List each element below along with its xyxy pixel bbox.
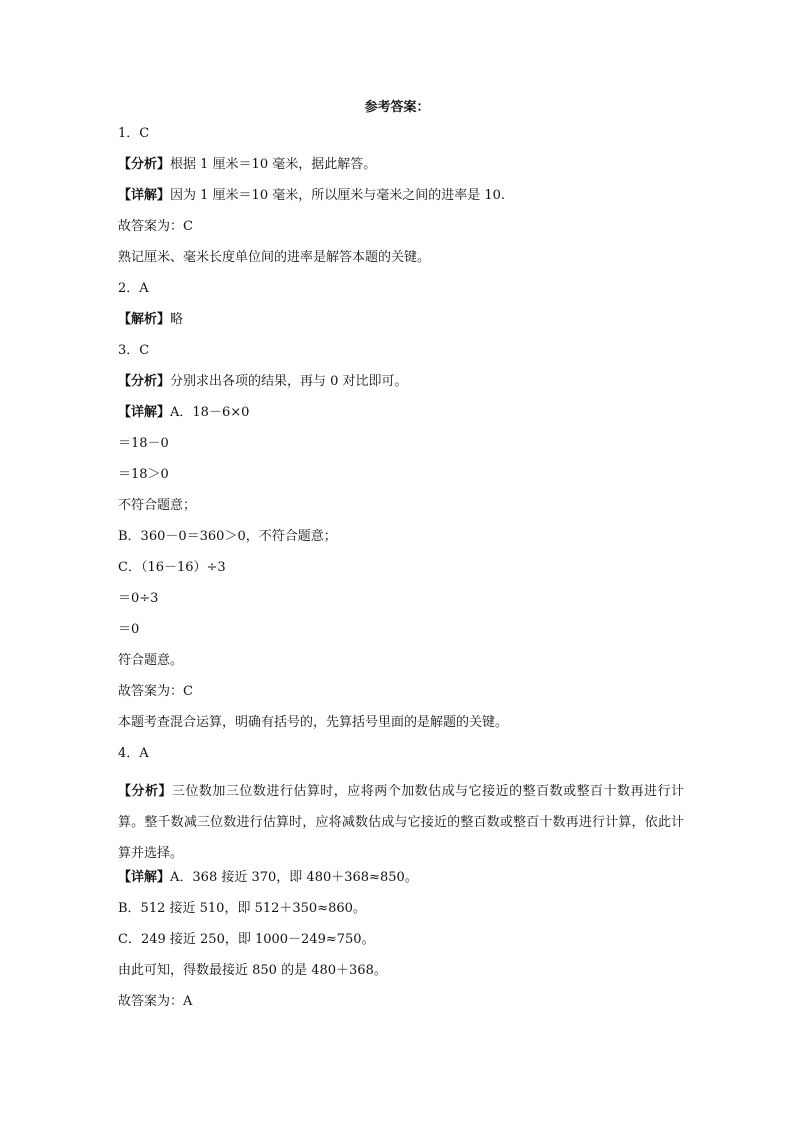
answer-line-13: 不符合题意； <box>118 498 197 513</box>
answer-content <box>118 125 684 1024</box>
answer-line-23: B．512 接近 510，即 512＋350≈860。 <box>118 901 366 916</box>
answer-line-25: 由此可知，得数最接近 850 的是 480＋368。 <box>118 963 387 978</box>
answer-line-5: 熟记厘米、毫米长度单位间的进率是解答本题的关键。 <box>118 250 431 265</box>
answer-line-15: C．（16－16）÷3 <box>118 560 226 575</box>
answer-line-2: 【分析】根据 1 厘米＝10 毫米，据此解答。 <box>118 157 377 172</box>
page-title: 参考答案： <box>364 100 430 115</box>
answer-line-1: 1．C <box>118 126 150 141</box>
answer-line-10: 【详解】A．18－6×0 <box>118 405 250 420</box>
answer-line-8: 3．C <box>118 343 150 358</box>
answer-line-20: 本题考查混合运算，明确有括号的，先算括号里面的是解题的关键。 <box>118 715 509 730</box>
section-tag: 【详解】 <box>118 870 171 885</box>
section-tag: 【分析】 <box>118 157 171 172</box>
section-tag: 【分析】 <box>118 374 171 389</box>
answer-line-12: ＝18＞0 <box>118 467 169 482</box>
section-tag: 【分析】 <box>118 784 172 799</box>
section-tag: 【详解】 <box>118 188 171 203</box>
answer-line-22: 【详解】A．368 接近 370，即 480＋368≈850。 <box>118 870 418 885</box>
analysis-paragraph: 【分析】三位数加三位数进行估算时，应将两个加数估成与它接近的整百数或整百十数再进行计算。整千数减三位数进行估算时，应将减数估成与它接近的整百数或整百十数再进行计算，依此计算并选择。 <box>118 784 684 861</box>
answer-line-21: 4．A <box>118 746 149 761</box>
answer-line-19: 故答案为：C <box>118 684 193 699</box>
answer-line-26: 故答案为：A <box>118 994 193 1009</box>
answer-line-4: 故答案为：C <box>118 219 193 234</box>
answer-line-16: ＝0÷3 <box>118 591 159 606</box>
answer-line-6: 2．A <box>118 281 149 296</box>
answer-line-14: B．360－0＝360＞0，不符合题意； <box>118 529 337 544</box>
answer-line-3: 【详解】因为 1 厘米＝10 毫米，所以厘米与毫米之间的进率是 10. <box>118 188 506 203</box>
answer-line-11: ＝18－0 <box>118 436 169 451</box>
answer-line-7: 【解析】略 <box>118 312 184 327</box>
answer-line-24: C．249 接近 250，即 1000－249≈750。 <box>118 932 375 947</box>
answer-line-17: ＝0 <box>118 622 140 637</box>
section-tag: 【详解】 <box>118 405 171 420</box>
answer-line-9: 【分析】分别求出各项的结果，再与 0 对比即可。 <box>118 374 408 389</box>
section-tag: 【解析】 <box>118 312 171 327</box>
answer-line-18: 符合题意。 <box>118 653 184 668</box>
